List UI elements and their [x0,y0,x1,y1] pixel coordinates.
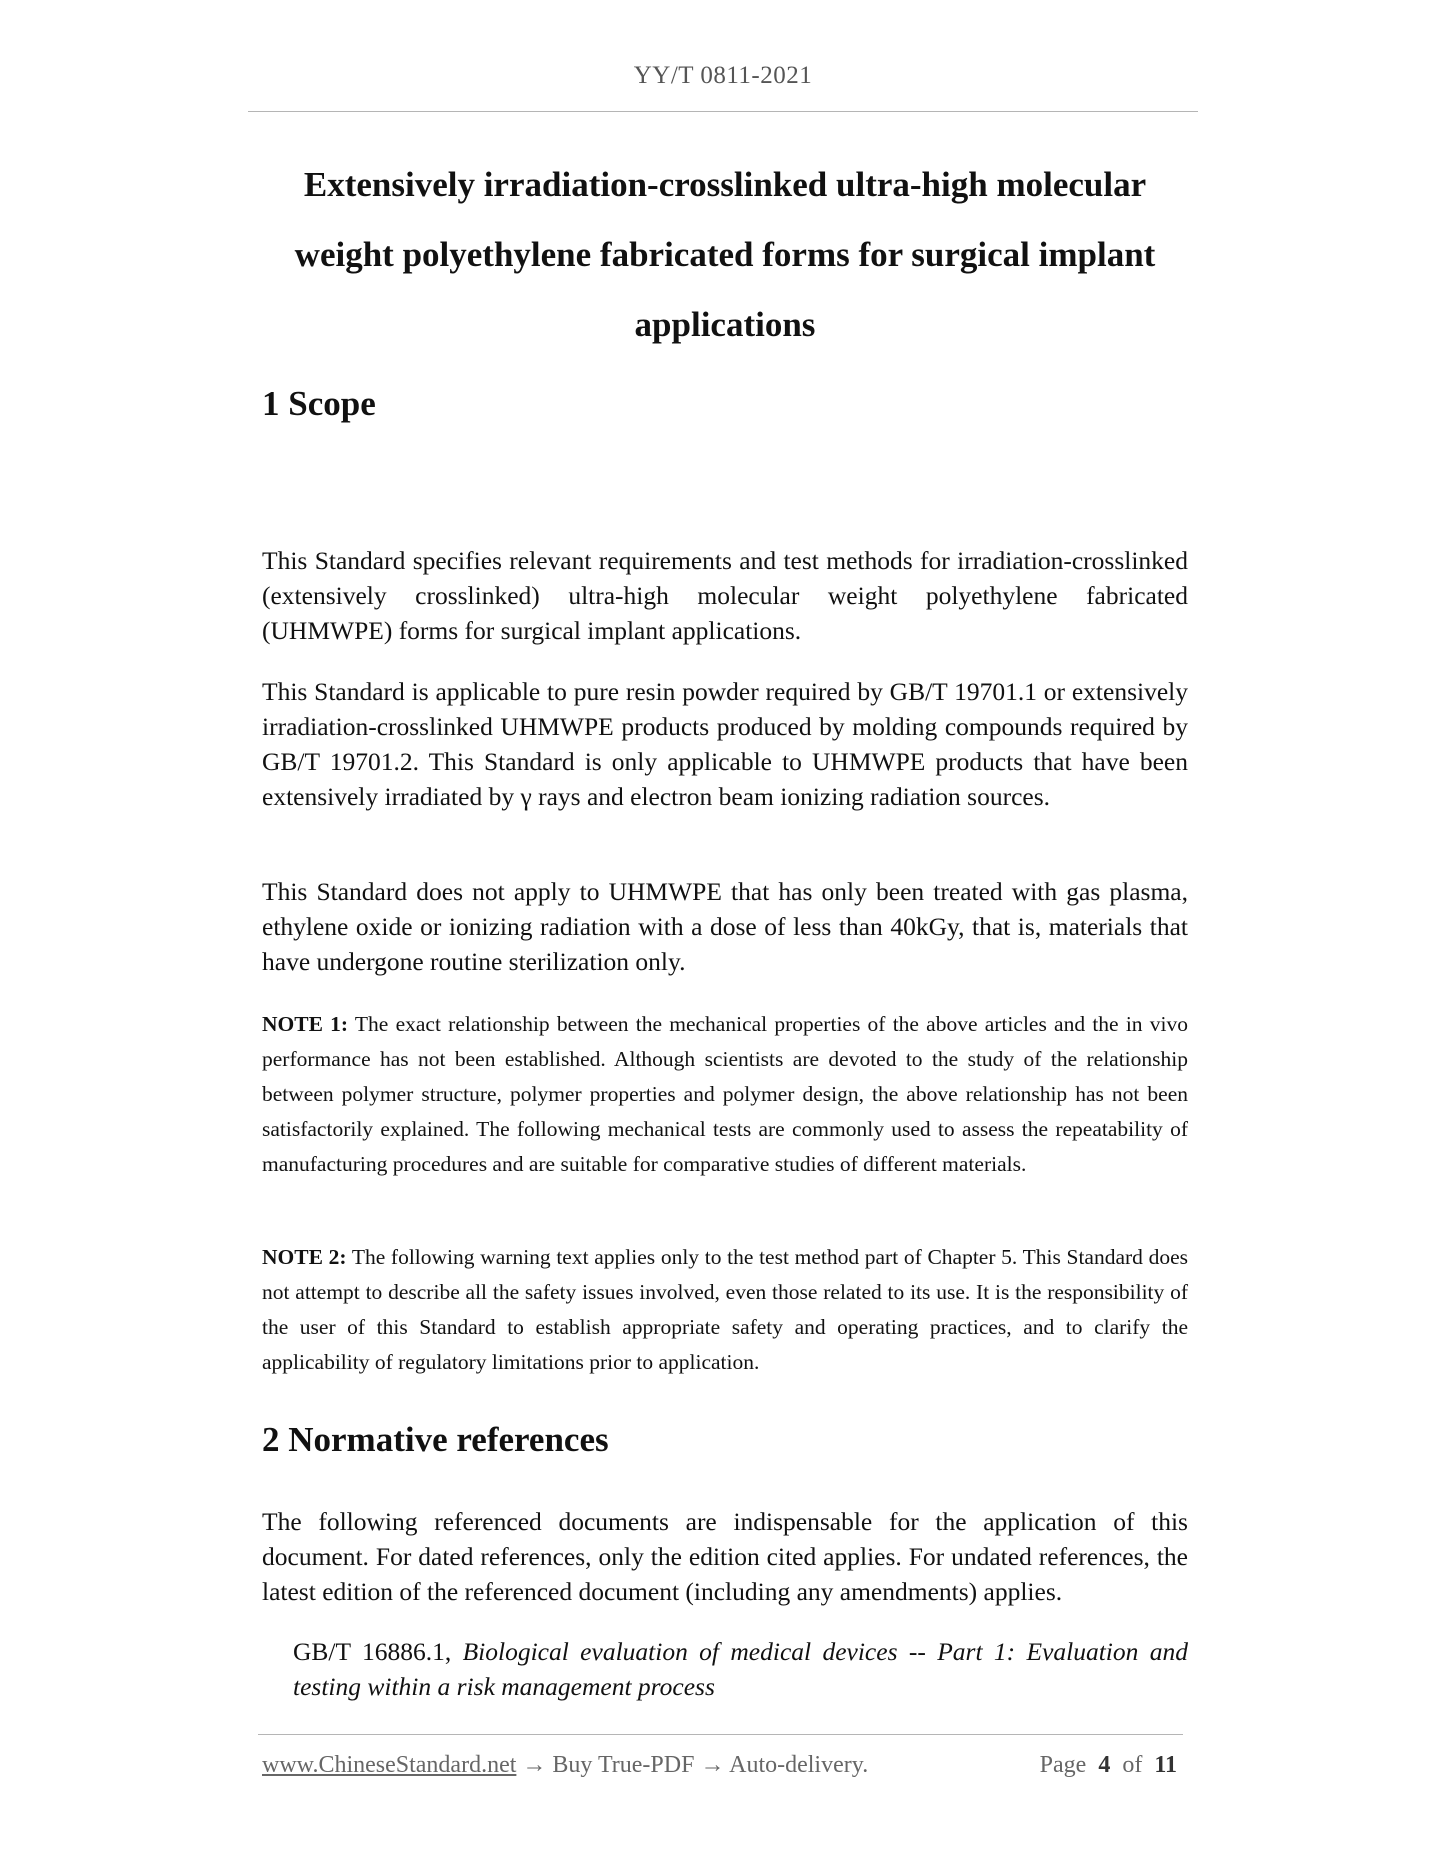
note-1 [262,1007,1188,1182]
scope-paragraph-3: This Standard does not apply to UHMWPE that has only been treated with gas plasma, ethylene oxide or ionizing radiation with a dose of less than 40kGy, that is, materials that have undergone routine sterilization only. [262,877,1188,976]
site-link[interactable]: www.ChineseStandard.net [262,1752,517,1778]
note-1-text: The exact relationship between the mechanical properties of the above articles and the in vivo performance has not been established. Although scientists are devoted to the study of the relationship between polymer structure, polymer properties and polymer design, the above relationship has not been satisfactorily explained. The following mechanical tests are commonly used to assess the repeatability of manufacturing procedures and are suitable for comparative studies of different materials. [262,1012,1188,1176]
page-word: Page [1039,1752,1087,1778]
page-indicator [1040,1752,1177,1779]
of-word: of [1122,1752,1143,1778]
reference-code: GB/T 16886.1, [293,1637,452,1666]
scope-paragraph-2: This Standard is applicable to pure resin powder required by GB/T 19701.1 or extensively irradiation-crosslinked UHMWPE products produced by molding compounds required by GB/T 19701.2. This Standard is only applicable to UHMWPE products that have been extensively irradiated by γ rays and electron beam ionizing radiation sources. [262,677,1188,811]
note-2-text: The following warning text applies only to the test method part of Chapter 5. This Standard does not attempt to describe all the safety issues involved, even those related to its use. It is the responsibility of the user of this Standard to establish appropriate safety and operating practices, and to clarify the applicability of regulatory limitations prior to application. [262,1245,1189,1374]
reference-title: Biological evaluation of medical devices -- Part 1: Evaluation and testing within a risk management process [293,1637,1188,1701]
section-heading-scope: 1 Scope [262,384,376,423]
document-code-header: YY/T 0811-2021 [633,62,813,89]
header-divider [248,111,1198,112]
page-total: 11 [1154,1752,1177,1778]
scope-paragraph-1: This Standard specifies relevant requirements and test methods for irradiation-crosslinked (extensively crosslinked) ultra-high molecular weight polyethylene fabricated (UHMWPE) forms for surgical implant applications. [262,546,1188,645]
promo-text: → Buy True-PDF → Auto-delivery. [522,1752,869,1778]
note-2 [262,1240,1188,1380]
footer-divider [258,1734,1183,1735]
normative-references-paragraph: The following referenced documents are indispensable for the application of this document. For dated references, only the edition cited applies. For undated references, the latest edition of the referenced document (including any amendments) applies. [262,1507,1188,1606]
note-2-label: NOTE 2: [262,1245,347,1269]
footer-promo [262,1752,868,1779]
document-title: Extensively irradiation-crosslinked ultra-high molecular weight polyethylene fabricated forms for surgical implant applications [294,165,1156,344]
note-1-label: NOTE 1: [262,1012,349,1036]
page-current: 4 [1098,1752,1111,1778]
section-heading-normative-references: 2 Normative references [262,1420,609,1459]
reference-entry [293,1634,1188,1704]
